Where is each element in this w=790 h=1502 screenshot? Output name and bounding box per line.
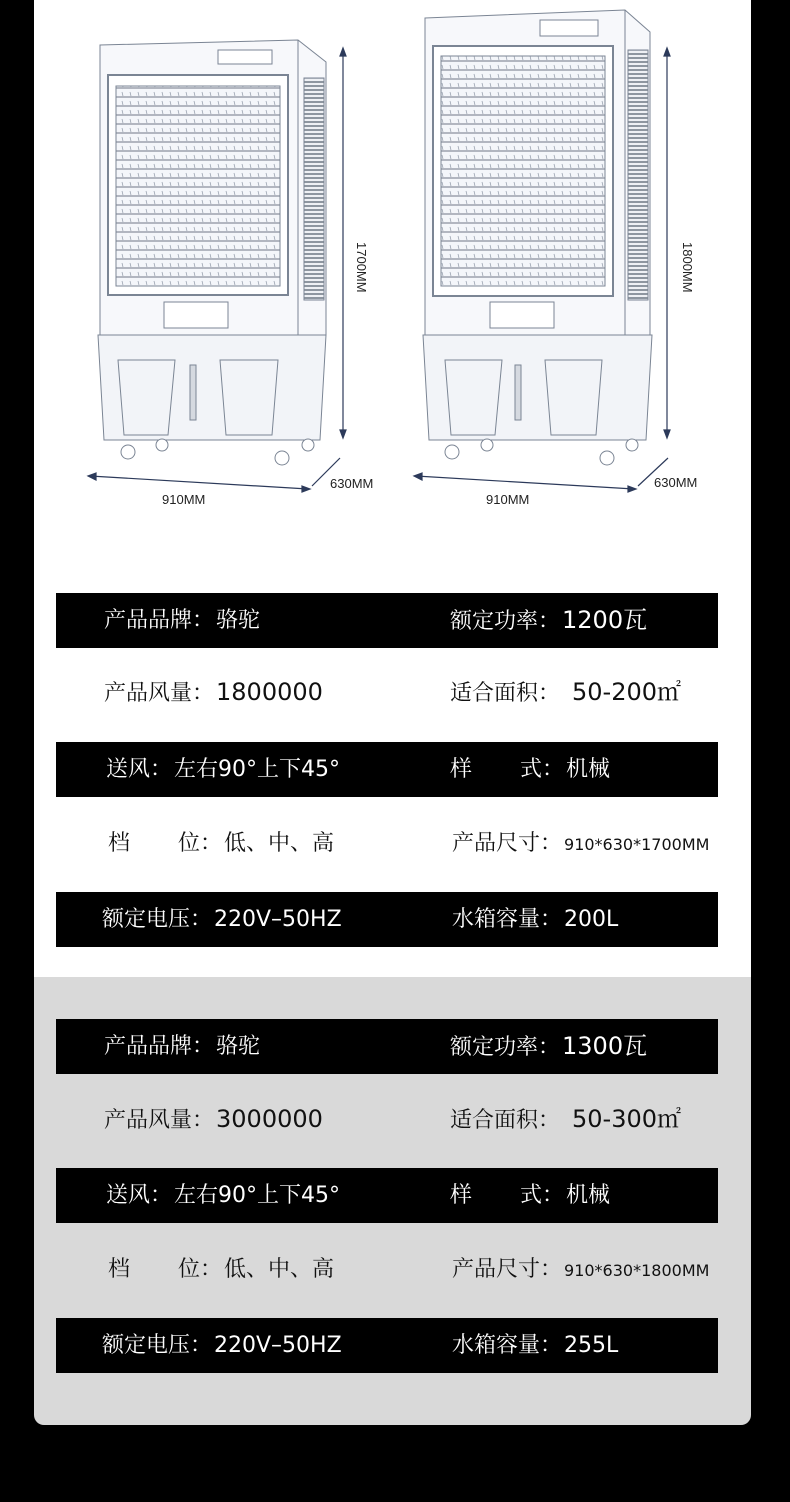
area-label: 适合面积： <box>450 1108 561 1133</box>
brand-label: 产品品牌： <box>104 1034 215 1059</box>
airflow-label: 产品风量： <box>104 1108 215 1133</box>
height-label-left: 1700MM <box>354 242 369 293</box>
cooler-right-drawing <box>423 10 652 465</box>
gear-value: 低、中、高 <box>224 1257 335 1282</box>
gear-label-b: 位： <box>178 1257 223 1282</box>
area-label: 适合面积： <box>450 681 561 706</box>
size-value: 910*630*1700MM <box>564 835 710 854</box>
spec-row-gear-size <box>56 816 718 871</box>
height-label-right: 1800MM <box>680 242 695 293</box>
voltage-value: 220V–50HZ <box>214 907 342 932</box>
tank-label: 水箱容量： <box>452 907 563 932</box>
spec-row-voltage-tank <box>56 892 718 947</box>
spec-row-voltage-tank <box>56 1318 718 1373</box>
wind-label: 送风： <box>106 757 173 782</box>
depth-label-left: 630MM <box>330 476 374 491</box>
spec-row-airflow-area <box>56 1092 718 1147</box>
style-label-a: 样 <box>450 757 473 782</box>
size-label: 产品尺寸： <box>452 1257 563 1282</box>
product-illustration <box>0 0 790 540</box>
power-label: 额定功率： <box>450 1035 561 1060</box>
airflow-value: 1800000 <box>216 678 323 706</box>
size-value: 910*630*1800MM <box>564 1261 710 1280</box>
spec-row-wind-style <box>56 742 718 797</box>
power-label: 额定功率： <box>450 609 561 634</box>
width-label-left: 910MM <box>162 492 206 507</box>
wind-label: 送风： <box>106 1183 173 1208</box>
tank-value: 200L <box>564 907 619 932</box>
spec-row-wind-style <box>56 1168 718 1223</box>
spec-row-gear-size <box>56 1242 718 1297</box>
size-label: 产品尺寸： <box>452 831 563 856</box>
gear-label-b: 位： <box>178 831 223 856</box>
brand-value: 骆驼 <box>216 1034 261 1059</box>
power-value: 1200瓦 <box>562 606 648 634</box>
wind-value: 左右90°上下45° <box>174 757 341 782</box>
style-label-b: 式： <box>520 1183 565 1208</box>
width-label-right: 910MM <box>486 492 530 507</box>
voltage-value: 220V–50HZ <box>214 1333 342 1358</box>
gear-label-a: 档 <box>108 831 131 856</box>
brand-value: 骆驼 <box>216 608 261 633</box>
brand-label: 产品品牌： <box>104 608 215 633</box>
airflow-value: 3000000 <box>216 1105 323 1133</box>
area-value: 50-300㎡ <box>572 1105 682 1133</box>
cooler-left-drawing <box>98 40 326 465</box>
style-value: 机械 <box>566 757 611 782</box>
spec-row-brand-power <box>56 1019 718 1074</box>
airflow-label: 产品风量： <box>104 681 215 706</box>
gear-value: 低、中、高 <box>224 831 335 856</box>
area-value: 50-200㎡ <box>572 678 682 706</box>
spec-row-airflow-area <box>56 665 718 720</box>
tank-value: 255L <box>564 1333 619 1358</box>
voltage-label: 额定电压： <box>102 1333 213 1358</box>
style-value: 机械 <box>566 1183 611 1208</box>
gear-label-a: 档 <box>108 1257 131 1282</box>
tank-label: 水箱容量： <box>452 1333 563 1358</box>
spec-row-brand-power <box>56 593 718 648</box>
style-label-b: 式： <box>520 757 565 782</box>
depth-label-right: 630MM <box>654 475 698 490</box>
power-value: 1300瓦 <box>562 1032 648 1060</box>
wind-value: 左右90°上下45° <box>174 1183 341 1208</box>
voltage-label: 额定电压： <box>102 907 213 932</box>
style-label-a: 样 <box>450 1183 473 1208</box>
